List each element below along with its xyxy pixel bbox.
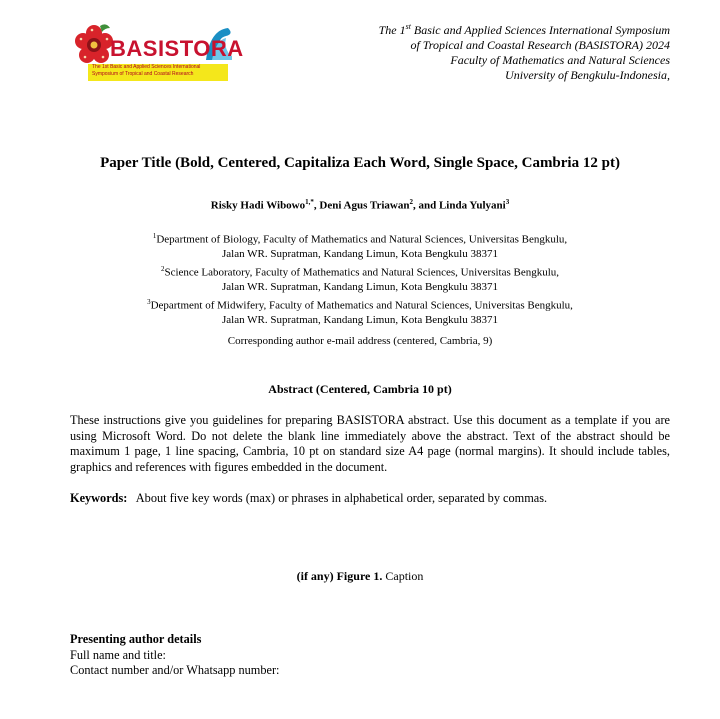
affiliations [0, 229, 720, 328]
abstract-heading: Abstract (Centered, Cambria 10 pt) [268, 382, 452, 396]
logo-tagline-band [88, 64, 228, 81]
figure-caption [0, 569, 720, 584]
presenter-name-field: Full name and title: [70, 647, 166, 662]
paper-title: Paper Title (Bold, Centered, Capitaliza Each Word, Single Space, Cambria 12 pt) [100, 155, 620, 171]
presenter-heading: Presenting author details [70, 632, 202, 646]
keywords [70, 491, 670, 506]
keywords-label: Keywords: [70, 491, 128, 505]
logo-tagline-line1: The 1st Basic and Applied Sciences International [92, 64, 201, 70]
presenting-author-details [70, 632, 279, 679]
author-list: Risky Hadi Wibowo$^{1,*}$, Deni Agus Triawan$^2$, and Linda Yulyani$^3$ [210, 198, 510, 212]
figure-label: (if any) Figure 1. [296, 569, 383, 583]
logo-tagline-line2: Symposium of Tropical and Coastal Research [92, 71, 194, 77]
header-line-1: The 1st Basic and Applied Sciences International Symposium [378, 22, 670, 37]
corresponding-author-email: Corresponding author e-mail address (centered, Cambria, 9) [227, 335, 493, 347]
affiliation-3: $^3$Department of Midwifery, Faculty of Mathematics and Natural Sciences, Universitas Bengkulu, [147, 297, 573, 312]
figure-caption-text: Caption [385, 569, 424, 583]
logo-wordmark: BASISTORA [110, 36, 244, 61]
affiliation-1: $^1$Department of Biology, Faculty of Mathematics and Natural Sciences, Universitas Bengkulu, [152, 232, 568, 246]
conference-header [379, 19, 670, 83]
abstract-body: These instructions give you guidelines for preparing BASISTORA abstract. Use this document as a template if you are using Microsoft Word. Do not delete the blank line immediately above the abstract. Text of the abstract should be maximum 1 page, 1 line spacing, Cambria, 10 pt on standard size A4 page (normal margins). It should include tables, graphics and references with figures embedded in the document. [70, 413, 670, 474]
affiliation-2-address: Jalan WR. Supratman, Kandang Limun, Kota Bengkulu 38371 [222, 281, 498, 294]
keywords-text: About five key words (max) or phrases in alphabetical order, separated by commas. [135, 491, 548, 505]
basistora-logo [74, 18, 244, 84]
presenter-contact-field: Contact number and/or Whatsapp number: [70, 663, 280, 677]
header-line-4: University of Bengkulu-Indonesia, [505, 68, 670, 82]
affiliation-2: $^2$Science Laboratory, Faculty of Mathematics and Natural Sciences, Universitas Bengkulu, [160, 264, 560, 279]
header-line-3: Faculty of Mathematics and Natural Sciences [450, 53, 670, 67]
affiliation-3-address: Jalan WR. Supratman, Kandang Limun, Kota Bengkulu 38371 [222, 313, 498, 326]
rafflesia-flower-icon [74, 24, 114, 68]
header-line-2: of Tropical and Coastal Research (BASISTORA) 2024 [410, 38, 670, 52]
affiliation-1-address: Jalan WR. Supratman, Kandang Limun, Kota Bengkulu 38371 [222, 248, 498, 261]
